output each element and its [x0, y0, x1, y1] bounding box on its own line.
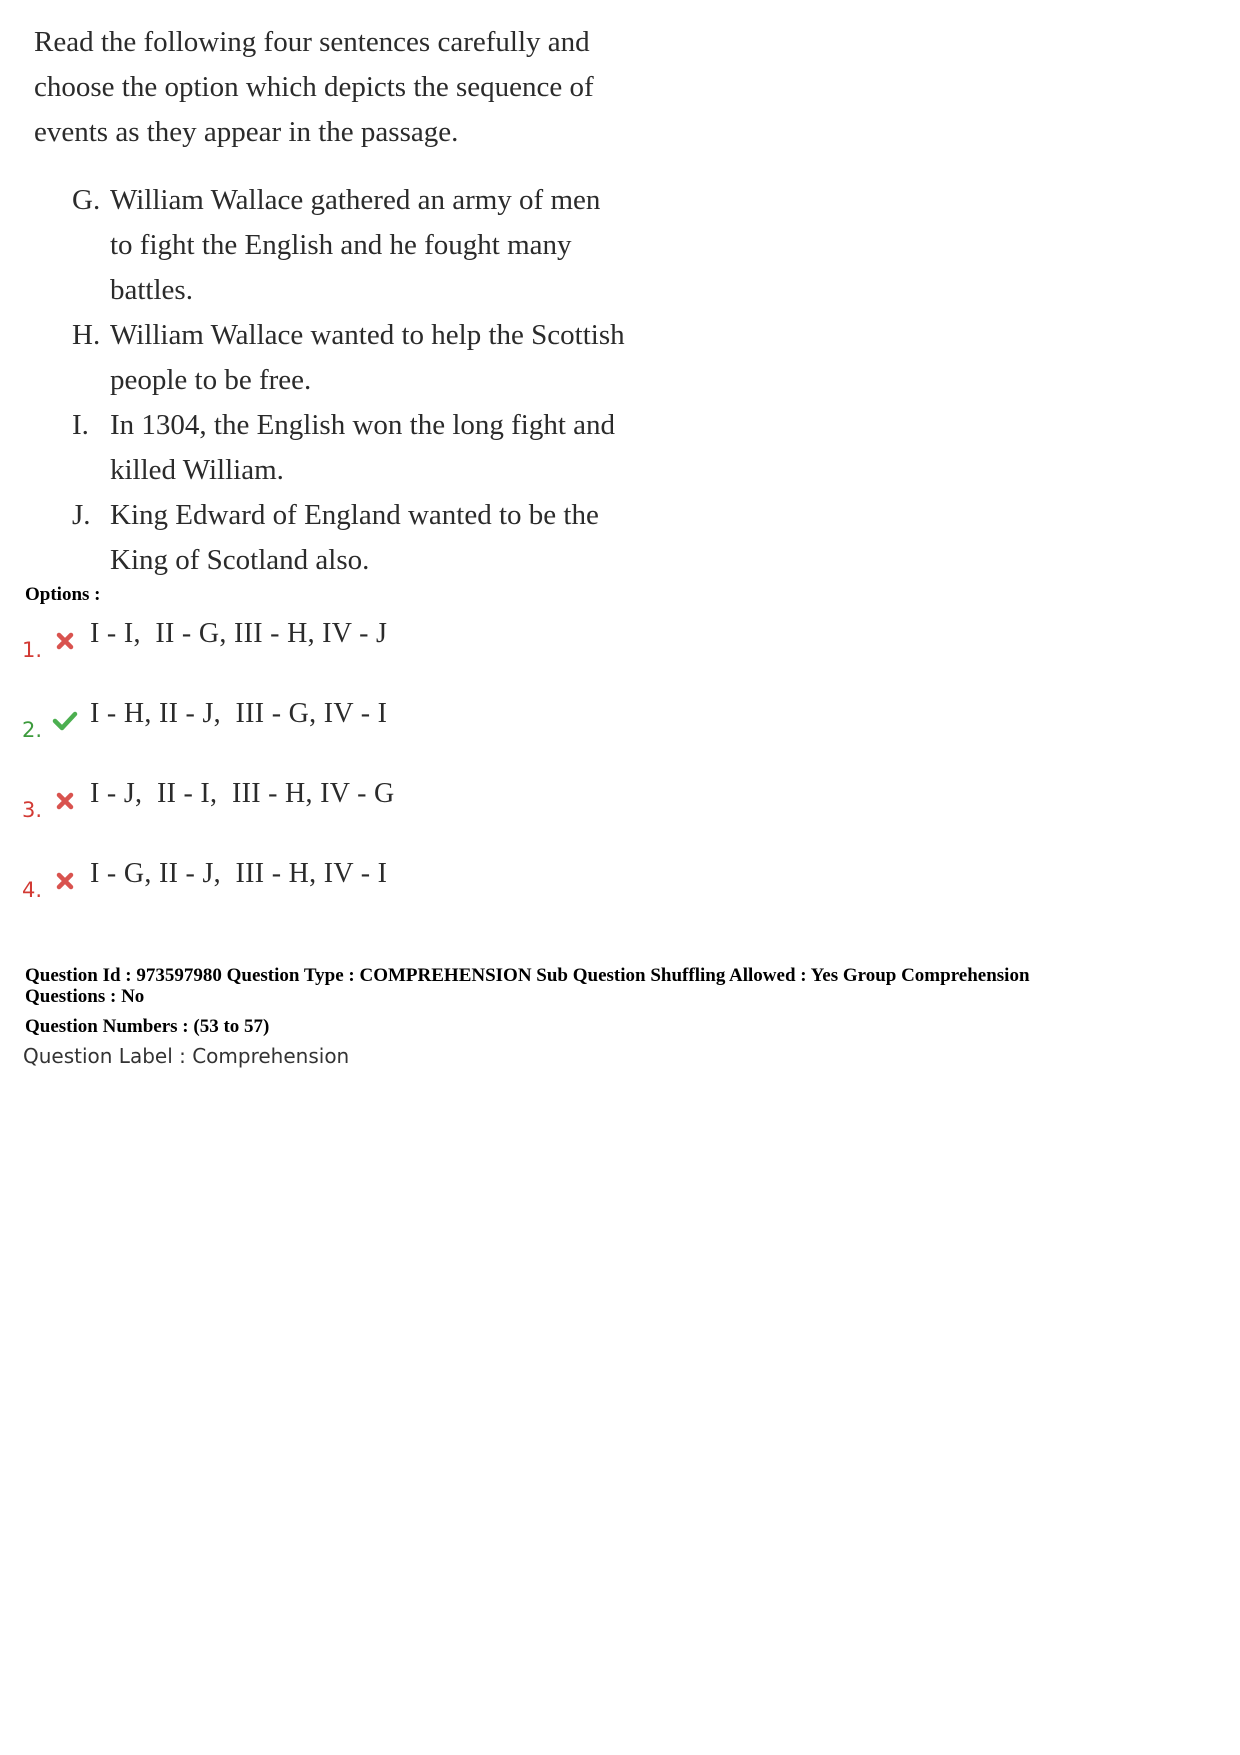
sentence-label: H.	[72, 319, 101, 351]
check-icon	[52, 708, 78, 734]
sentence-line: William Wallace wanted to help the Scottish	[110, 319, 625, 351]
option-text: I - G, II - J, III - H, IV - I	[90, 858, 388, 889]
sentence-label: I.	[72, 409, 89, 441]
option-text: I - H, II - J, III - G, IV - I	[90, 698, 388, 729]
question-label: Question Label : Comprehension	[23, 1044, 350, 1068]
options-label: Options :	[25, 584, 101, 605]
sentence-h	[72, 313, 672, 403]
sentence-g	[72, 178, 672, 313]
option-number: 2.	[22, 718, 43, 742]
sentence-line: King Edward of England wanted to be the	[110, 499, 599, 531]
sentence-line: people to be free.	[110, 364, 312, 396]
option-1[interactable]	[22, 616, 722, 666]
option-number: 1.	[22, 638, 43, 662]
sentence-line: William Wallace gathered an army of men	[110, 184, 601, 216]
question-stem	[34, 20, 674, 155]
option-4[interactable]	[22, 856, 722, 906]
question-numbers: Question Numbers : (53 to 57)	[25, 1016, 270, 1037]
stem-line: Read the following four sentences carefully and	[34, 26, 590, 58]
option-number: 3.	[22, 798, 43, 822]
option-3[interactable]	[22, 776, 722, 826]
question-image	[0, 0, 680, 585]
option-text: I - J, II - I, III - H, IV - G	[90, 778, 395, 809]
sentence-j	[72, 493, 672, 583]
stem-line: events as they appear in the passage.	[34, 116, 459, 148]
sentence-line: killed William.	[110, 454, 284, 486]
cross-icon	[52, 628, 78, 654]
option-text: I - I, II - G, III - H, IV - J	[90, 618, 388, 649]
question-meta	[25, 965, 1225, 1007]
sentence-label: G.	[72, 184, 101, 216]
option-number: 4.	[22, 878, 43, 902]
sentence-line: to fight the English and he fought many	[110, 229, 572, 261]
cross-icon	[52, 788, 78, 814]
sentence-i	[72, 403, 672, 493]
sentence-list	[72, 178, 672, 583]
sentence-label: J.	[72, 499, 91, 531]
sentence-line: battles.	[110, 274, 193, 306]
sentence-line: In 1304, the English won the long fight and	[110, 409, 616, 441]
stem-line: choose the option which depicts the sequence of	[34, 71, 594, 103]
cross-icon	[52, 868, 78, 894]
meta-line: Question Id : 973597980 Question Type : COMPREHENSION Sub Question Shuffling Allowed : Yes Group Comprehension	[25, 965, 1030, 986]
option-2[interactable]	[22, 696, 722, 746]
sentence-line: King of Scotland also.	[110, 544, 370, 576]
meta-line: Questions : No	[25, 986, 145, 1007]
